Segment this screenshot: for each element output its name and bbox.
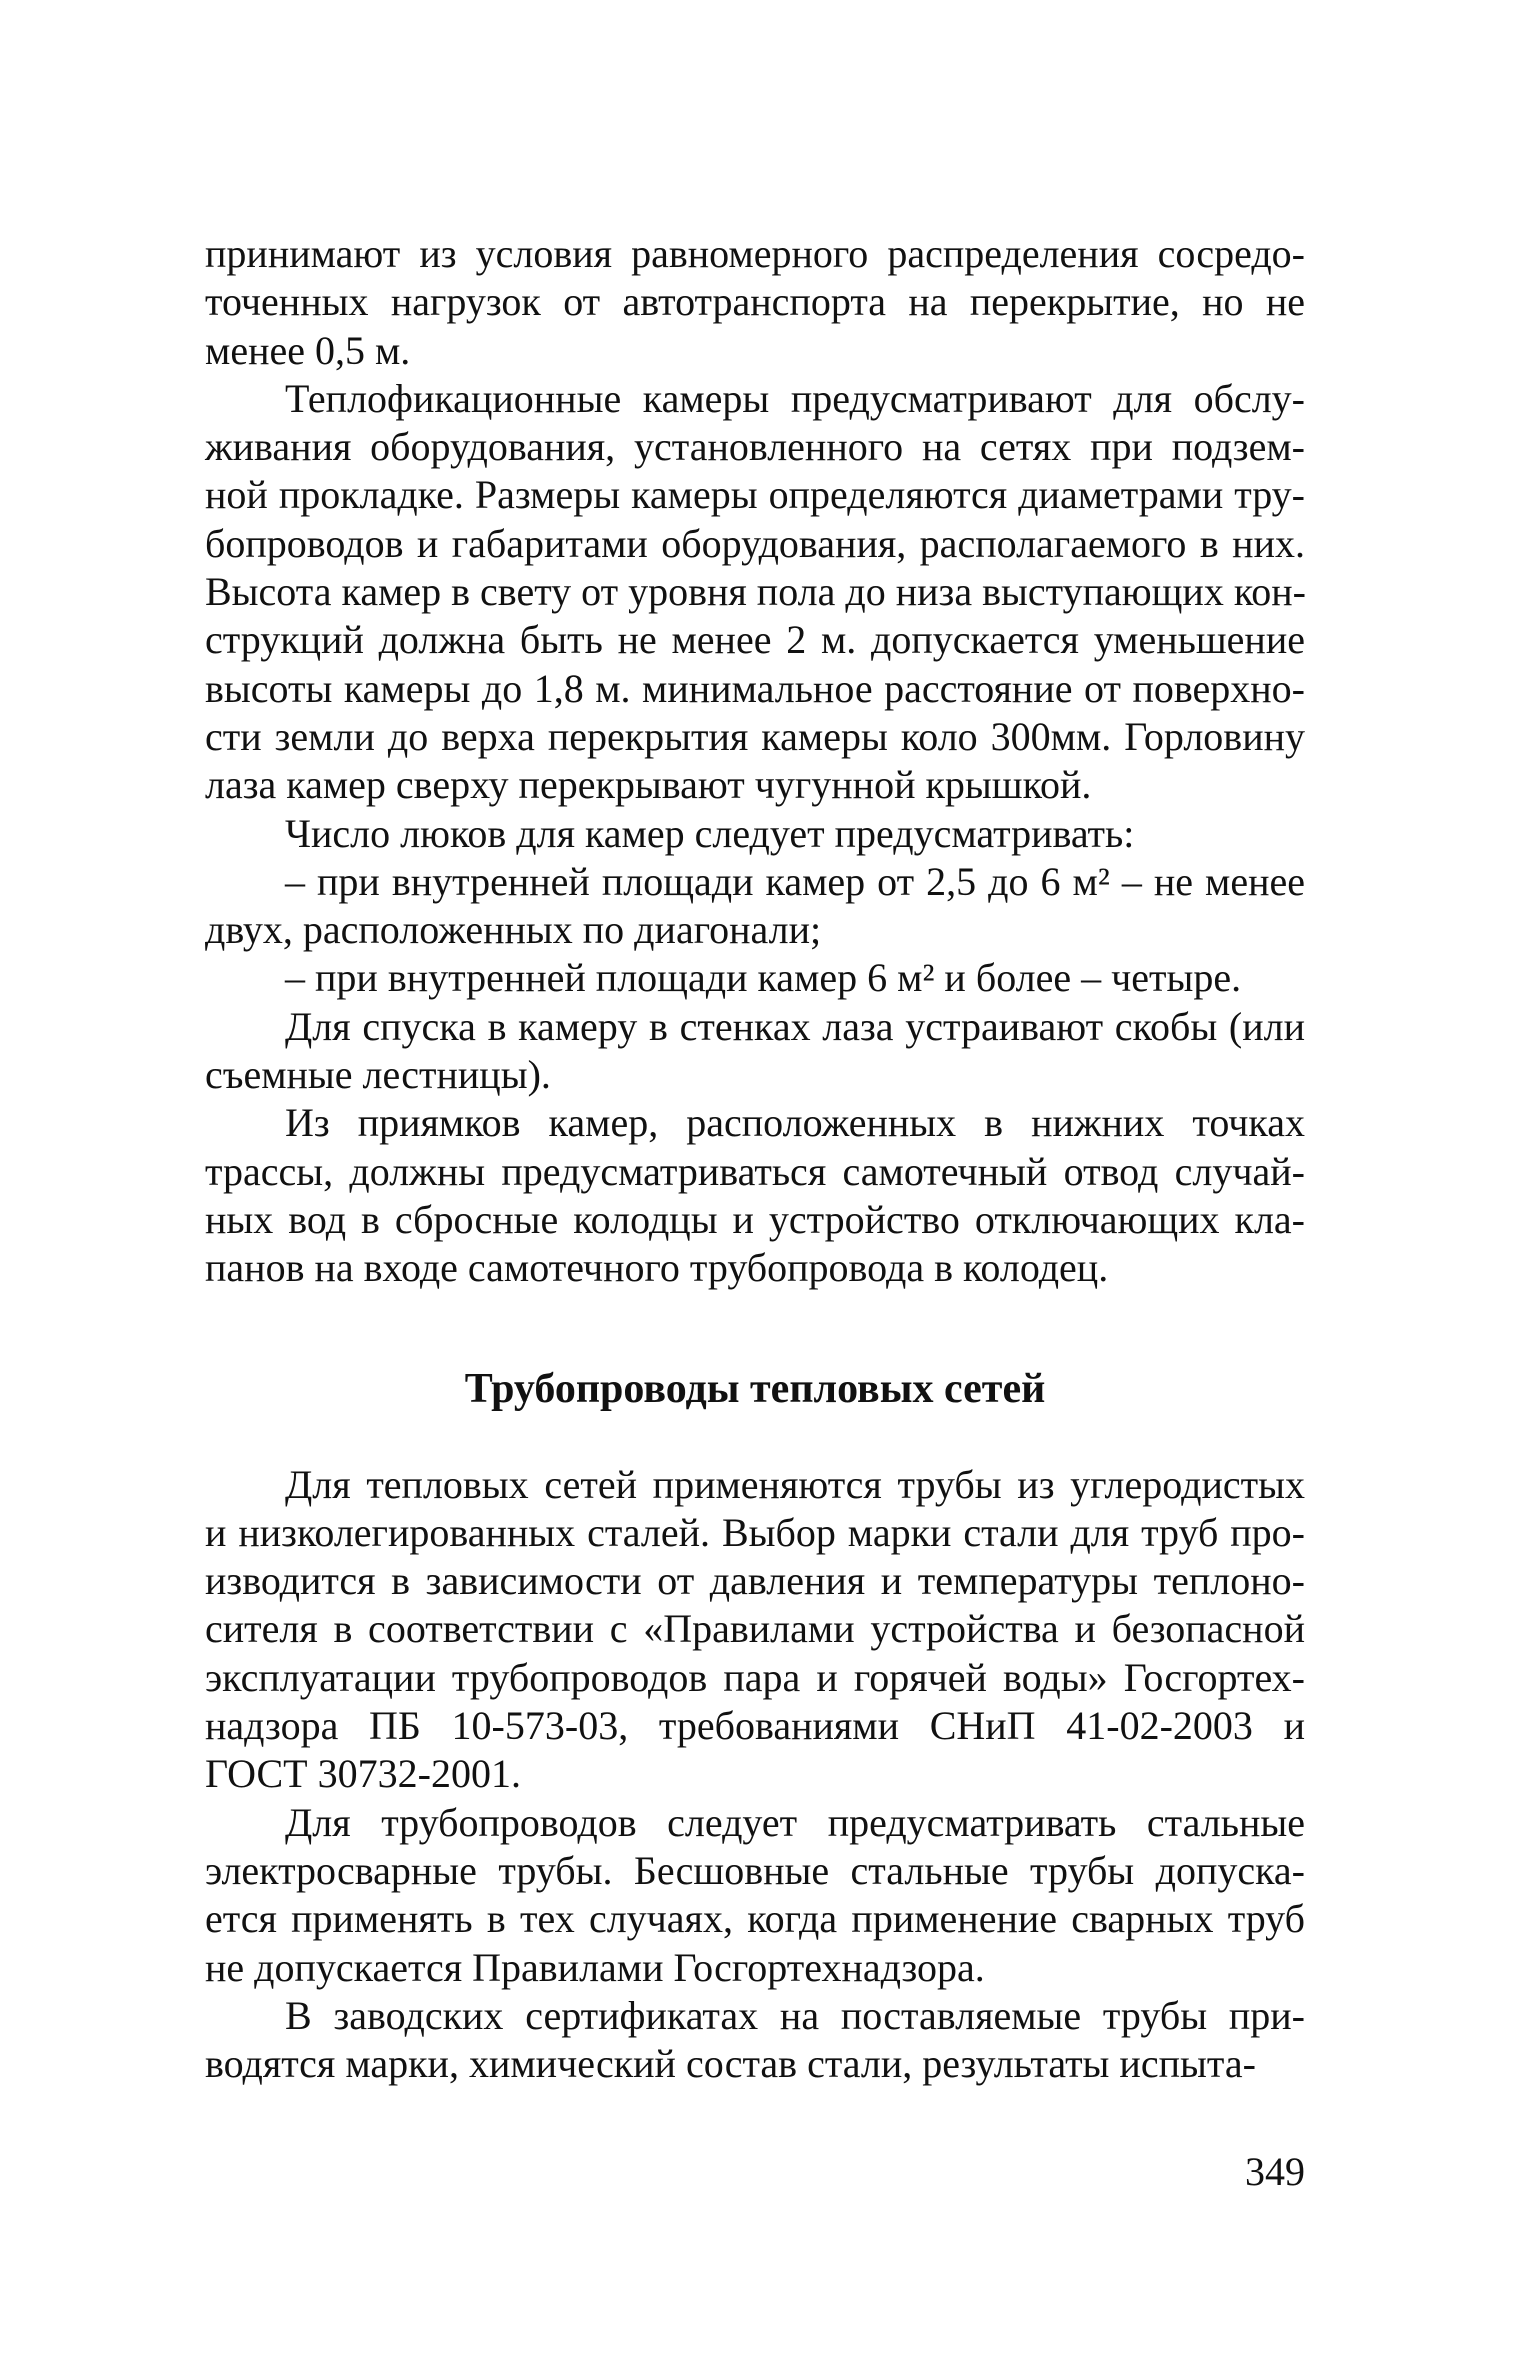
text-line: Число люков для камер следует предусматривать: (285, 810, 1135, 856)
text-line: менее 0,5 м. (205, 327, 411, 373)
text-line: сителя в соответствии с «Правилами устройства и безопасной (205, 1606, 1305, 1652)
paragraph-p8 (205, 1461, 1305, 1799)
text-line: точенных нагрузок от автотранспорта на перекрытие, но не (205, 279, 1305, 325)
text-line: – при внутренней площади камер 6 м² и более – четыре. (285, 955, 1242, 1001)
text-line: Для спуска в камеру в стенках лаза устраивают скобы (или (285, 1003, 1305, 1049)
text-line: Для тепловых сетей применяются трубы из углеродистых (285, 1461, 1305, 1507)
text-line: и низколегированных сталей. Выбор марки стали для труб про- (205, 1509, 1305, 1555)
text-line: Для трубопроводов следует предусматривать стальные (285, 1799, 1305, 1845)
top-text-block (205, 230, 1305, 1293)
section-heading: Трубопроводы тепловых сетей (464, 1365, 1046, 1412)
paragraph-p3 (205, 810, 1305, 858)
text-line: Теплофикационные камеры предусматривают для обслу- (285, 375, 1305, 421)
text-line: – при внутренней площади камер от 2,5 до 6 м² – не менее (285, 858, 1305, 904)
text-line: бопроводов и габаритами оборудования, располагаемого в них. (205, 520, 1305, 566)
text-line: лаза камер сверху перекрывают чугунной крышкой. (205, 762, 1092, 808)
text-line: ной прокладке. Размеры камеры определяются диаметрами тру- (205, 472, 1305, 518)
paragraph-p7 (205, 1099, 1305, 1292)
text-line: Из приямков камер, расположенных в нижних точках (285, 1100, 1305, 1146)
text-line: ных вод в сбросные колодцы и устройство отключающих кла- (205, 1196, 1305, 1242)
page-body (205, 230, 1305, 2088)
paragraph-p2 (205, 375, 1305, 810)
text-line: ется применять в тех случаях, когда применение сварных труб (205, 1896, 1305, 1942)
text-line: трассы, должны предусматриваться самотечный отвод случай- (205, 1148, 1305, 1194)
text-line: панов на входе самотечного трубопровода в колодец. (205, 1245, 1109, 1291)
text-line: Высота камер в свету от уровня пола до низа выступающих кон- (205, 569, 1306, 615)
paragraph-p4 (205, 858, 1305, 955)
text-line: принимают из условия равномерного распределения сосредо- (205, 231, 1305, 276)
paragraph-p5 (205, 954, 1305, 1002)
text-line: сти земли до верха перекрытия камеры коло 300мм. Горловину (205, 713, 1305, 759)
text-line: живания оборудования, установленного на сетях при подзем- (205, 424, 1305, 470)
text-line: изводится в зависимости от давления и температуры теплоно- (205, 1558, 1305, 1604)
text-line: высоты камеры до 1,8 м. минимальное расстояние от поверхно- (205, 665, 1305, 711)
paragraph-p10 (205, 1992, 1305, 2089)
page-number: 349 (1245, 2149, 1305, 2194)
text-line: струкций должна быть не менее 2 м. допускается уменьшение (205, 617, 1305, 663)
text-line: ГОСТ 30732-2001. (205, 1751, 521, 1797)
text-line: эксплуатации трубопроводов пара и горячей воды» Госгортех- (205, 1654, 1305, 1700)
text-line: съемные лестницы). (205, 1052, 551, 1098)
text-line: В заводских сертификатах на поставляемые трубы при- (285, 1992, 1305, 2038)
text-line: надзора ПБ 10-573-03, требованиями СНиП 41-02-2003 и (205, 1703, 1305, 1749)
text-line: двух, расположенных по диагонали; (205, 907, 822, 953)
text-line: водятся марки, химический состав стали, результаты испыта- (205, 2041, 1256, 2087)
bottom-text-block (205, 1461, 1305, 2089)
text-line: электросварные трубы. Бесшовные стальные трубы допуска- (205, 1847, 1305, 1893)
paragraph-p1 (205, 230, 1305, 375)
paragraph-p9 (205, 1799, 1305, 1992)
text-line: не допускается Правилами Госгортехнадзора. (205, 1944, 985, 1990)
paragraph-p6 (205, 1003, 1305, 1100)
